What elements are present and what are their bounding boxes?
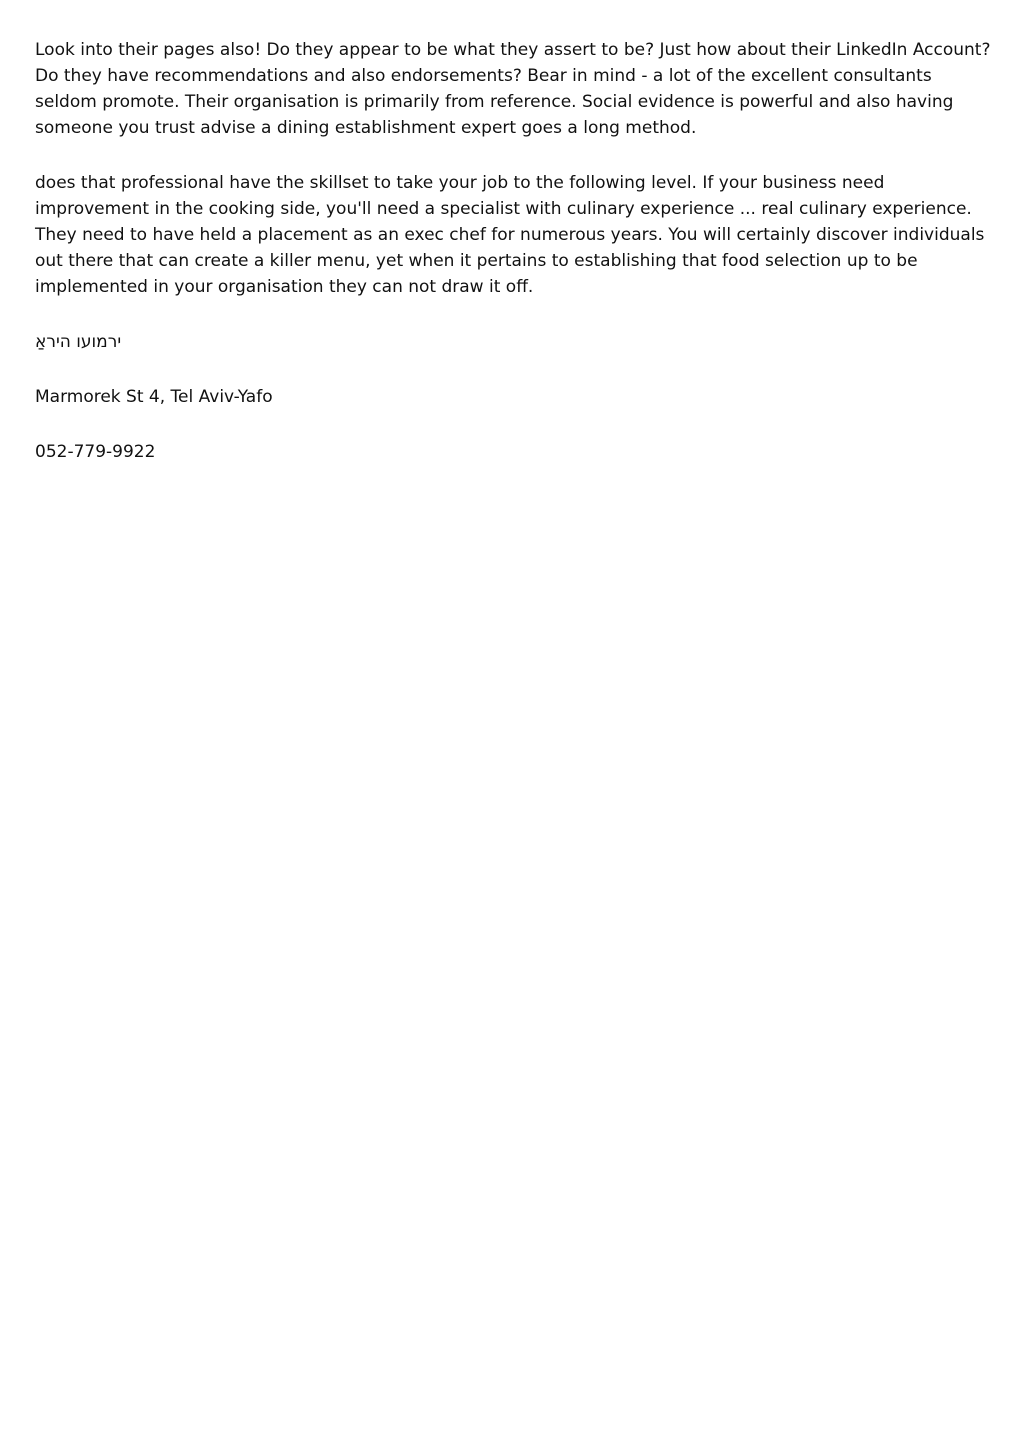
paragraph-consultant-pages: Look into their pages also! Do they appear to be what they assert to be? Just how about their LinkedIn Account? Do they have recommendations and also endorsements? Bear in mind - a lot of the excellent consultants seldom promote. Their organisation is primarily from reference. Social evidence is powerful and also having someone you trust advise a dining establishment expert goes a long method. [35, 40, 991, 138]
business-address: Marmorek St 4, Tel Aviv-Yafo [35, 387, 273, 407]
document-page [35, 37, 995, 494]
business-phone: 052-779-9922 [35, 442, 156, 462]
paragraph-consultant-skillset: does that professional have the skillset to take your job to the following level. If your business need improvement in the cooking side, you'll need a specialist with culinary experience ... real culinary experience. They need to have held a placement as an exec chef for numerous years. You will certainly discover individuals out there that can create a killer menu, yet when it pertains to establishing that food selection up to be implemented in your organisation they can not draw it off. [35, 173, 985, 297]
business-name: ירמועו היראַ [35, 332, 122, 352]
